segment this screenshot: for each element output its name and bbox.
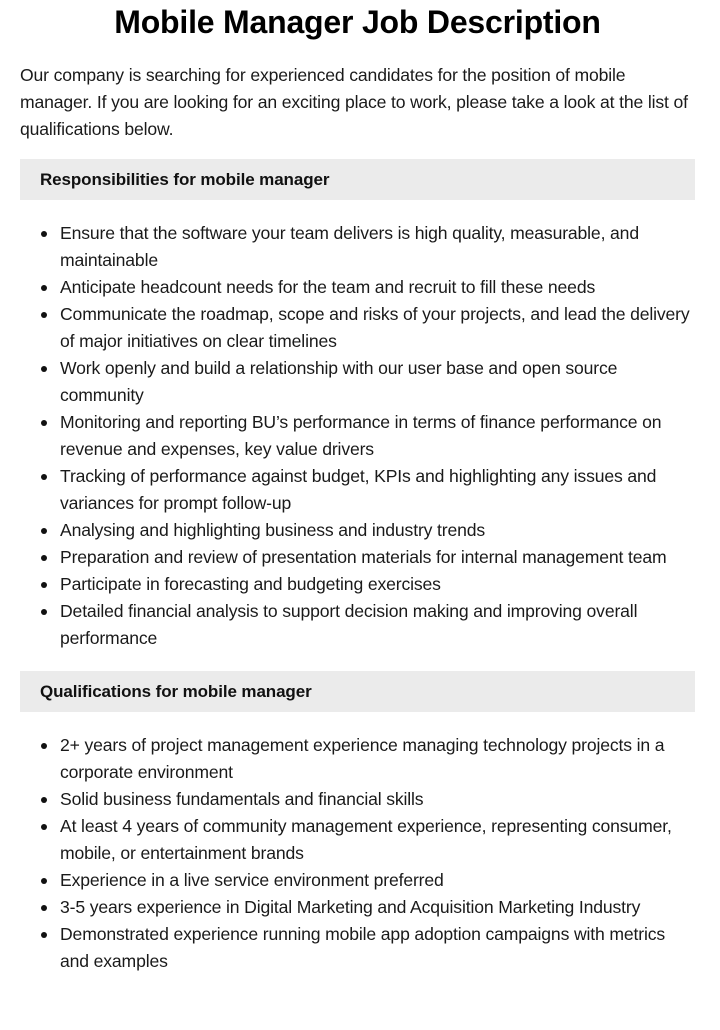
list-item-text: Analysing and highlighting business and industry trends bbox=[60, 520, 486, 540]
bullet-icon bbox=[41, 474, 47, 480]
list-item bbox=[60, 463, 695, 517]
bullet-icon bbox=[41, 878, 47, 884]
page-title: Mobile Manager Job Description bbox=[114, 4, 601, 40]
bullet-icon bbox=[41, 420, 47, 426]
list-item-text: Experience in a live service environment preferred bbox=[60, 870, 444, 890]
list-item-text: Communicate the roadmap, scope and risks of your projects, and lead the delivery of major initiatives on clear timelines bbox=[60, 304, 690, 351]
list-item bbox=[60, 813, 695, 867]
list-item-text: Participate in forecasting and budgeting exercises bbox=[60, 574, 441, 594]
qualifications-heading: Qualifications for mobile manager bbox=[20, 671, 695, 712]
list-item-text: 3-5 years experience in Digital Marketing and Acquisition Marketing Industry bbox=[60, 897, 641, 917]
intro-paragraph: Our company is searching for experienced candidates for the position of mobile manager. If you are looking for an exciting place to work, please take a look at the list of qualifications below. bbox=[20, 65, 688, 139]
bullet-icon bbox=[41, 231, 47, 237]
list-item bbox=[60, 571, 695, 598]
list-item bbox=[60, 598, 695, 652]
bullet-icon bbox=[41, 824, 47, 830]
list-item-text: Solid business fundamentals and financial skills bbox=[60, 789, 424, 809]
list-item-text: 2+ years of project management experience managing technology projects in a corporate environment bbox=[60, 735, 665, 782]
list-item bbox=[60, 544, 695, 571]
bullet-icon bbox=[41, 285, 47, 291]
bullet-icon bbox=[41, 932, 47, 938]
list-item bbox=[60, 921, 695, 975]
bullet-icon bbox=[41, 312, 47, 318]
list-item bbox=[60, 355, 695, 409]
bullet-icon bbox=[41, 905, 47, 911]
bullet-icon bbox=[41, 743, 47, 749]
list-item-text: Preparation and review of presentation materials for internal management team bbox=[60, 547, 667, 567]
list-item bbox=[60, 274, 695, 301]
list-item-text: Work openly and build a relationship with our user base and open source community bbox=[60, 358, 618, 405]
list-item bbox=[60, 867, 695, 894]
list-item-text: Monitoring and reporting BU’s performance in terms of finance performance on revenue and expenses, key value drivers bbox=[60, 412, 662, 459]
qualifications-list bbox=[20, 732, 695, 975]
list-item bbox=[60, 220, 695, 274]
list-item-text: Demonstrated experience running mobile app adoption campaigns with metrics and examples bbox=[60, 924, 666, 971]
list-item-text: Anticipate headcount needs for the team and recruit to fill these needs bbox=[60, 277, 596, 297]
bullet-icon bbox=[41, 528, 47, 534]
list-item bbox=[60, 786, 695, 813]
list-item-text: Tracking of performance against budget, KPIs and highlighting any issues and variances for prompt follow-up bbox=[60, 466, 657, 513]
list-item bbox=[60, 409, 695, 463]
list-item bbox=[60, 301, 695, 355]
list-item bbox=[60, 894, 695, 921]
responsibilities-list bbox=[20, 220, 695, 652]
responsibilities-heading: Responsibilities for mobile manager bbox=[20, 159, 695, 200]
list-item-text: At least 4 years of community management experience, representing consumer, mobile, or entertainment brands bbox=[60, 816, 672, 863]
bullet-icon bbox=[41, 797, 47, 803]
bullet-icon bbox=[41, 582, 47, 588]
bullet-icon bbox=[41, 555, 47, 561]
list-item-text: Detailed financial analysis to support decision making and improving overall performance bbox=[60, 601, 638, 648]
bullet-icon bbox=[41, 609, 47, 615]
bullet-icon bbox=[41, 366, 47, 372]
list-item-text: Ensure that the software your team delivers is high quality, measurable, and maintainable bbox=[60, 223, 639, 270]
list-item bbox=[60, 517, 695, 544]
list-item bbox=[60, 732, 695, 786]
